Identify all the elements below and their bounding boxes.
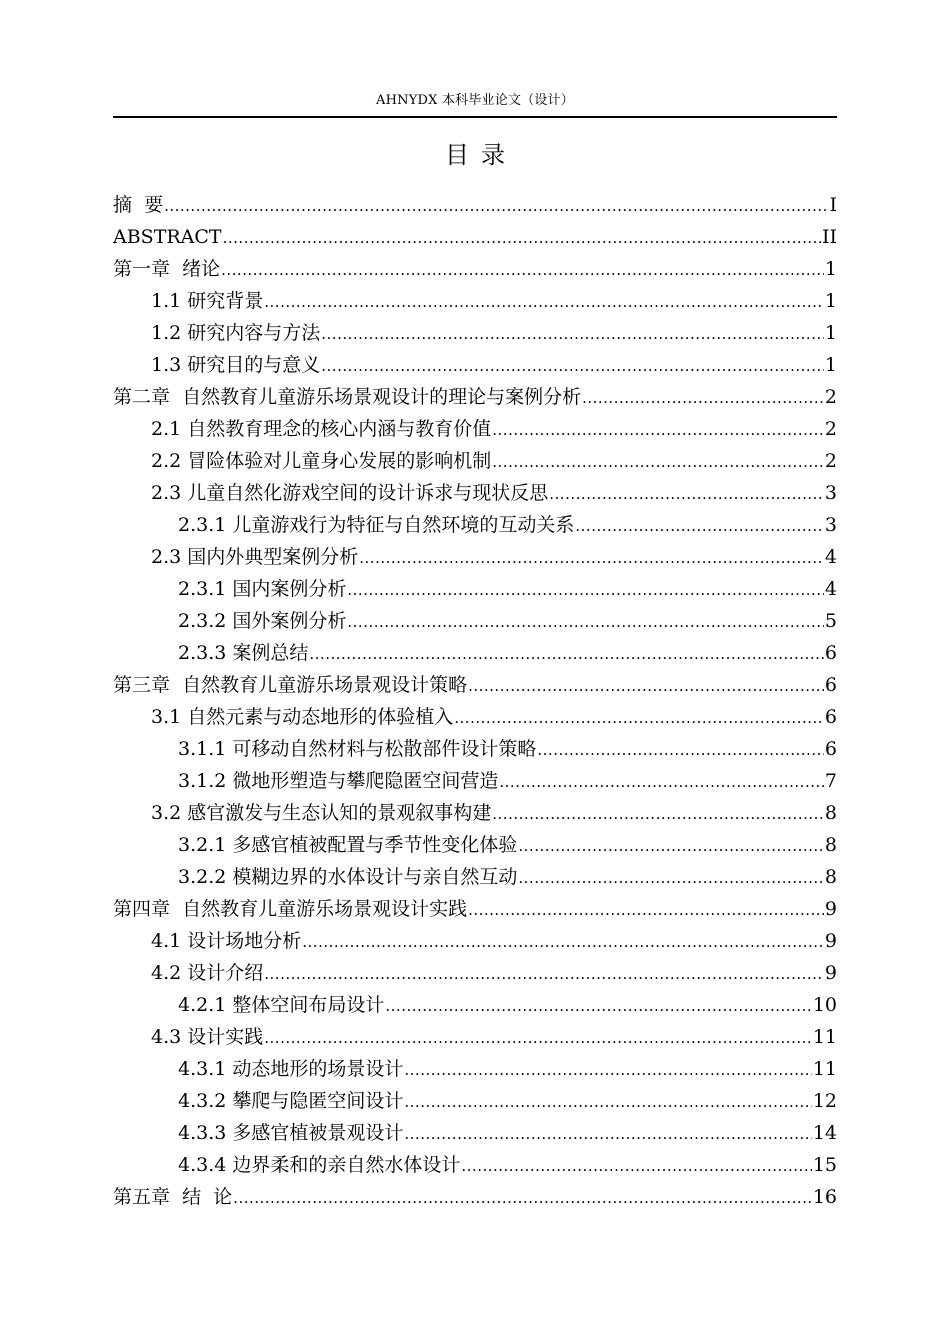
dot-leader: [468, 670, 824, 702]
dot-leader: [537, 734, 824, 766]
toc-entry[interactable]: [113, 637, 837, 669]
dot-leader: [233, 1182, 812, 1214]
toc-entry-page-number: 6: [824, 674, 837, 696]
toc-entry-title: 3.1 自然元素与动态地形的体验植入: [151, 706, 454, 728]
toc-entry[interactable]: [113, 445, 837, 477]
dot-leader: [461, 1150, 811, 1182]
dot-leader: [347, 606, 824, 638]
toc-entry-title: 2.3.1 国内案例分析: [178, 578, 347, 600]
dot-leader: [321, 350, 824, 382]
dot-leader: [499, 766, 824, 798]
toc-entry[interactable]: [113, 733, 837, 765]
dot-leader: [518, 862, 824, 894]
dot-leader: [264, 1022, 812, 1054]
toc-entry-page-number: 10: [812, 994, 837, 1016]
toc-entry-page-number: 3: [824, 514, 837, 536]
toc-entry-page-number: 4: [824, 578, 837, 600]
toc-entry[interactable]: [113, 829, 837, 861]
toc-entry-page-number: 11: [812, 1058, 837, 1080]
toc-entry-title: 3.1.2 微地形塑造与攀爬隐匿空间营造: [178, 770, 499, 792]
toc-entry-title: 4.2.1 整体空间布局设计: [178, 994, 385, 1016]
toc-entry-title: 1.3 研究目的与意义: [151, 354, 321, 376]
toc-entry-page-number: 6: [824, 738, 837, 760]
toc-entry[interactable]: [113, 477, 837, 509]
dot-leader: [264, 286, 824, 318]
dot-leader: [549, 478, 824, 510]
running-header: AHNYDX 本科毕业论文（设计）: [376, 93, 574, 108]
toc-entry-title: 2.3.1 儿童游戏行为特征与自然环境的互动关系: [178, 514, 575, 536]
dot-leader: [404, 1086, 811, 1118]
dot-leader: [264, 958, 824, 990]
toc-entry[interactable]: [113, 509, 837, 541]
toc-entry-page-number: 9: [824, 898, 837, 920]
dot-leader: [492, 414, 824, 446]
toc-entry[interactable]: [113, 893, 837, 925]
toc-entry-page-number: 6: [824, 706, 837, 728]
toc-entry-title: 第一章 绪论: [113, 258, 221, 280]
toc-entry-title: 3.1.1 可移动自然材料与松散部件设计策略: [178, 738, 537, 760]
toc-entry-page-number: 2: [824, 386, 837, 408]
toc-entry-page-number: 5: [824, 610, 837, 632]
header-divider: [113, 116, 837, 118]
toc-entry[interactable]: [113, 285, 837, 317]
toc-entry-title: 3.2.1 多感官植被配置与季节性变化体验: [178, 834, 518, 856]
toc-entry-page-number: 8: [824, 866, 837, 888]
dot-leader: [468, 894, 824, 926]
toc-title: 目录: [445, 141, 517, 169]
dot-leader: [309, 638, 824, 670]
toc-entry-page-number: 16: [812, 1186, 837, 1208]
toc-entry[interactable]: [113, 1053, 837, 1085]
toc-entry[interactable]: [113, 861, 837, 893]
toc-entry-page-number: 15: [812, 1154, 837, 1176]
toc-entry-page-number: 8: [824, 802, 837, 824]
toc-entry[interactable]: [113, 381, 837, 413]
toc-entry-page-number: 1: [824, 322, 837, 344]
toc-entry[interactable]: [113, 221, 837, 253]
toc-entry[interactable]: [113, 1117, 837, 1149]
dot-leader: [454, 702, 824, 734]
dot-leader: [582, 382, 824, 414]
toc-entry-page-number: 3: [824, 482, 837, 504]
dot-leader: [164, 190, 828, 222]
toc-entry-title: 第三章 自然教育儿童游乐场景观设计策略: [113, 674, 468, 696]
toc-entry-page-number: 1: [824, 354, 837, 376]
dot-leader: [404, 1054, 811, 1086]
toc-entry-page-number: 1: [824, 290, 837, 312]
toc-entry[interactable]: [113, 349, 837, 381]
dot-leader: [492, 798, 824, 830]
toc-entry-title: 2.3.3 案例总结: [178, 642, 309, 664]
toc-entry[interactable]: [113, 573, 837, 605]
toc-entry-title: 1.2 研究内容与方法: [151, 322, 321, 344]
toc-entry-title: 4.3.4 边界柔和的亲自然水体设计: [178, 1154, 461, 1176]
toc-entry-page-number: I: [829, 194, 837, 216]
toc-entry[interactable]: [113, 317, 837, 349]
toc-entry-title: 4.2 设计介绍: [151, 962, 264, 984]
table-of-contents: [113, 189, 837, 1213]
dot-leader: [518, 830, 824, 862]
toc-entry[interactable]: [113, 1021, 837, 1053]
toc-entry-title: 3.2 感官激发与生态认知的景观叙事构建: [151, 802, 492, 824]
toc-entry-title: 1.1 研究背景: [151, 290, 264, 312]
dot-leader: [221, 254, 824, 286]
toc-entry[interactable]: [113, 541, 837, 573]
toc-entry-title: 4.3.1 动态地形的场景设计: [178, 1058, 404, 1080]
toc-entry-title: 2.1 自然教育理念的核心内涵与教育价值: [151, 418, 492, 440]
toc-entry-title: 摘 要: [113, 194, 164, 216]
toc-entry-title: 4.3.2 攀爬与隐匿空间设计: [178, 1090, 404, 1112]
dot-leader: [223, 222, 821, 254]
toc-entry-page-number: 2: [824, 418, 837, 440]
toc-entry-page-number: 14: [812, 1122, 837, 1144]
toc-entry-page-number: 11: [812, 1026, 837, 1048]
dot-leader: [302, 926, 824, 958]
toc-entry-page-number: 4: [824, 546, 837, 568]
toc-entry-page-number: II: [821, 226, 837, 248]
toc-entry-page-number: 9: [824, 930, 837, 952]
toc-entry-title: 4.3 设计实践: [151, 1026, 264, 1048]
toc-entry-title: ABSTRACT: [113, 226, 222, 248]
toc-entry-title: 2.2 冒险体验对儿童身心发展的影响机制: [151, 450, 492, 472]
toc-entry-title: 2.3 儿童自然化游戏空间的设计诉求与现状反思: [151, 482, 549, 504]
toc-entry-title: 第四章 自然教育儿童游乐场景观设计实践: [113, 898, 468, 920]
dot-leader: [575, 510, 824, 542]
toc-entry[interactable]: [113, 797, 837, 829]
toc-entry-title: 4.1 设计场地分析: [151, 930, 302, 952]
toc-entry-title: 4.3.3 多感官植被景观设计: [178, 1122, 404, 1144]
toc-entry-page-number: 2: [824, 450, 837, 472]
toc-entry-title: 第五章 结 论: [113, 1186, 233, 1208]
toc-entry[interactable]: [113, 765, 837, 797]
toc-entry-page-number: 12: [812, 1090, 837, 1112]
toc-entry[interactable]: [113, 925, 837, 957]
toc-entry-page-number: 7: [824, 770, 837, 792]
toc-entry-title: 第二章 自然教育儿童游乐场景观设计的理论与案例分析: [113, 386, 582, 408]
toc-entry-page-number: 6: [824, 642, 837, 664]
toc-entry[interactable]: [113, 413, 837, 445]
toc-entry[interactable]: [113, 957, 837, 989]
dot-leader: [492, 446, 824, 478]
dot-leader: [385, 990, 811, 1022]
toc-entry-title: 2.3 国内外典型案例分析: [151, 546, 359, 568]
dot-leader: [347, 574, 824, 606]
toc-entry-page-number: 9: [824, 962, 837, 984]
toc-entry-page-number: 8: [824, 834, 837, 856]
toc-entry-title: 2.3.2 国外案例分析: [178, 610, 347, 632]
toc-entry[interactable]: [113, 253, 837, 285]
toc-entry-page-number: 1: [824, 258, 837, 280]
toc-entry[interactable]: [113, 605, 837, 637]
toc-entry[interactable]: [113, 1149, 837, 1181]
dot-leader: [321, 318, 824, 350]
toc-entry-title: 3.2.2 模糊边界的水体设计与亲自然互动: [178, 866, 518, 888]
toc-entry[interactable]: [113, 1085, 837, 1117]
dot-leader: [359, 542, 824, 574]
toc-entry[interactable]: [113, 189, 837, 221]
toc-entry[interactable]: [113, 989, 837, 1021]
toc-entry[interactable]: [113, 701, 837, 733]
toc-entry[interactable]: [113, 669, 837, 701]
dot-leader: [404, 1118, 811, 1150]
toc-entry[interactable]: [113, 1181, 837, 1213]
